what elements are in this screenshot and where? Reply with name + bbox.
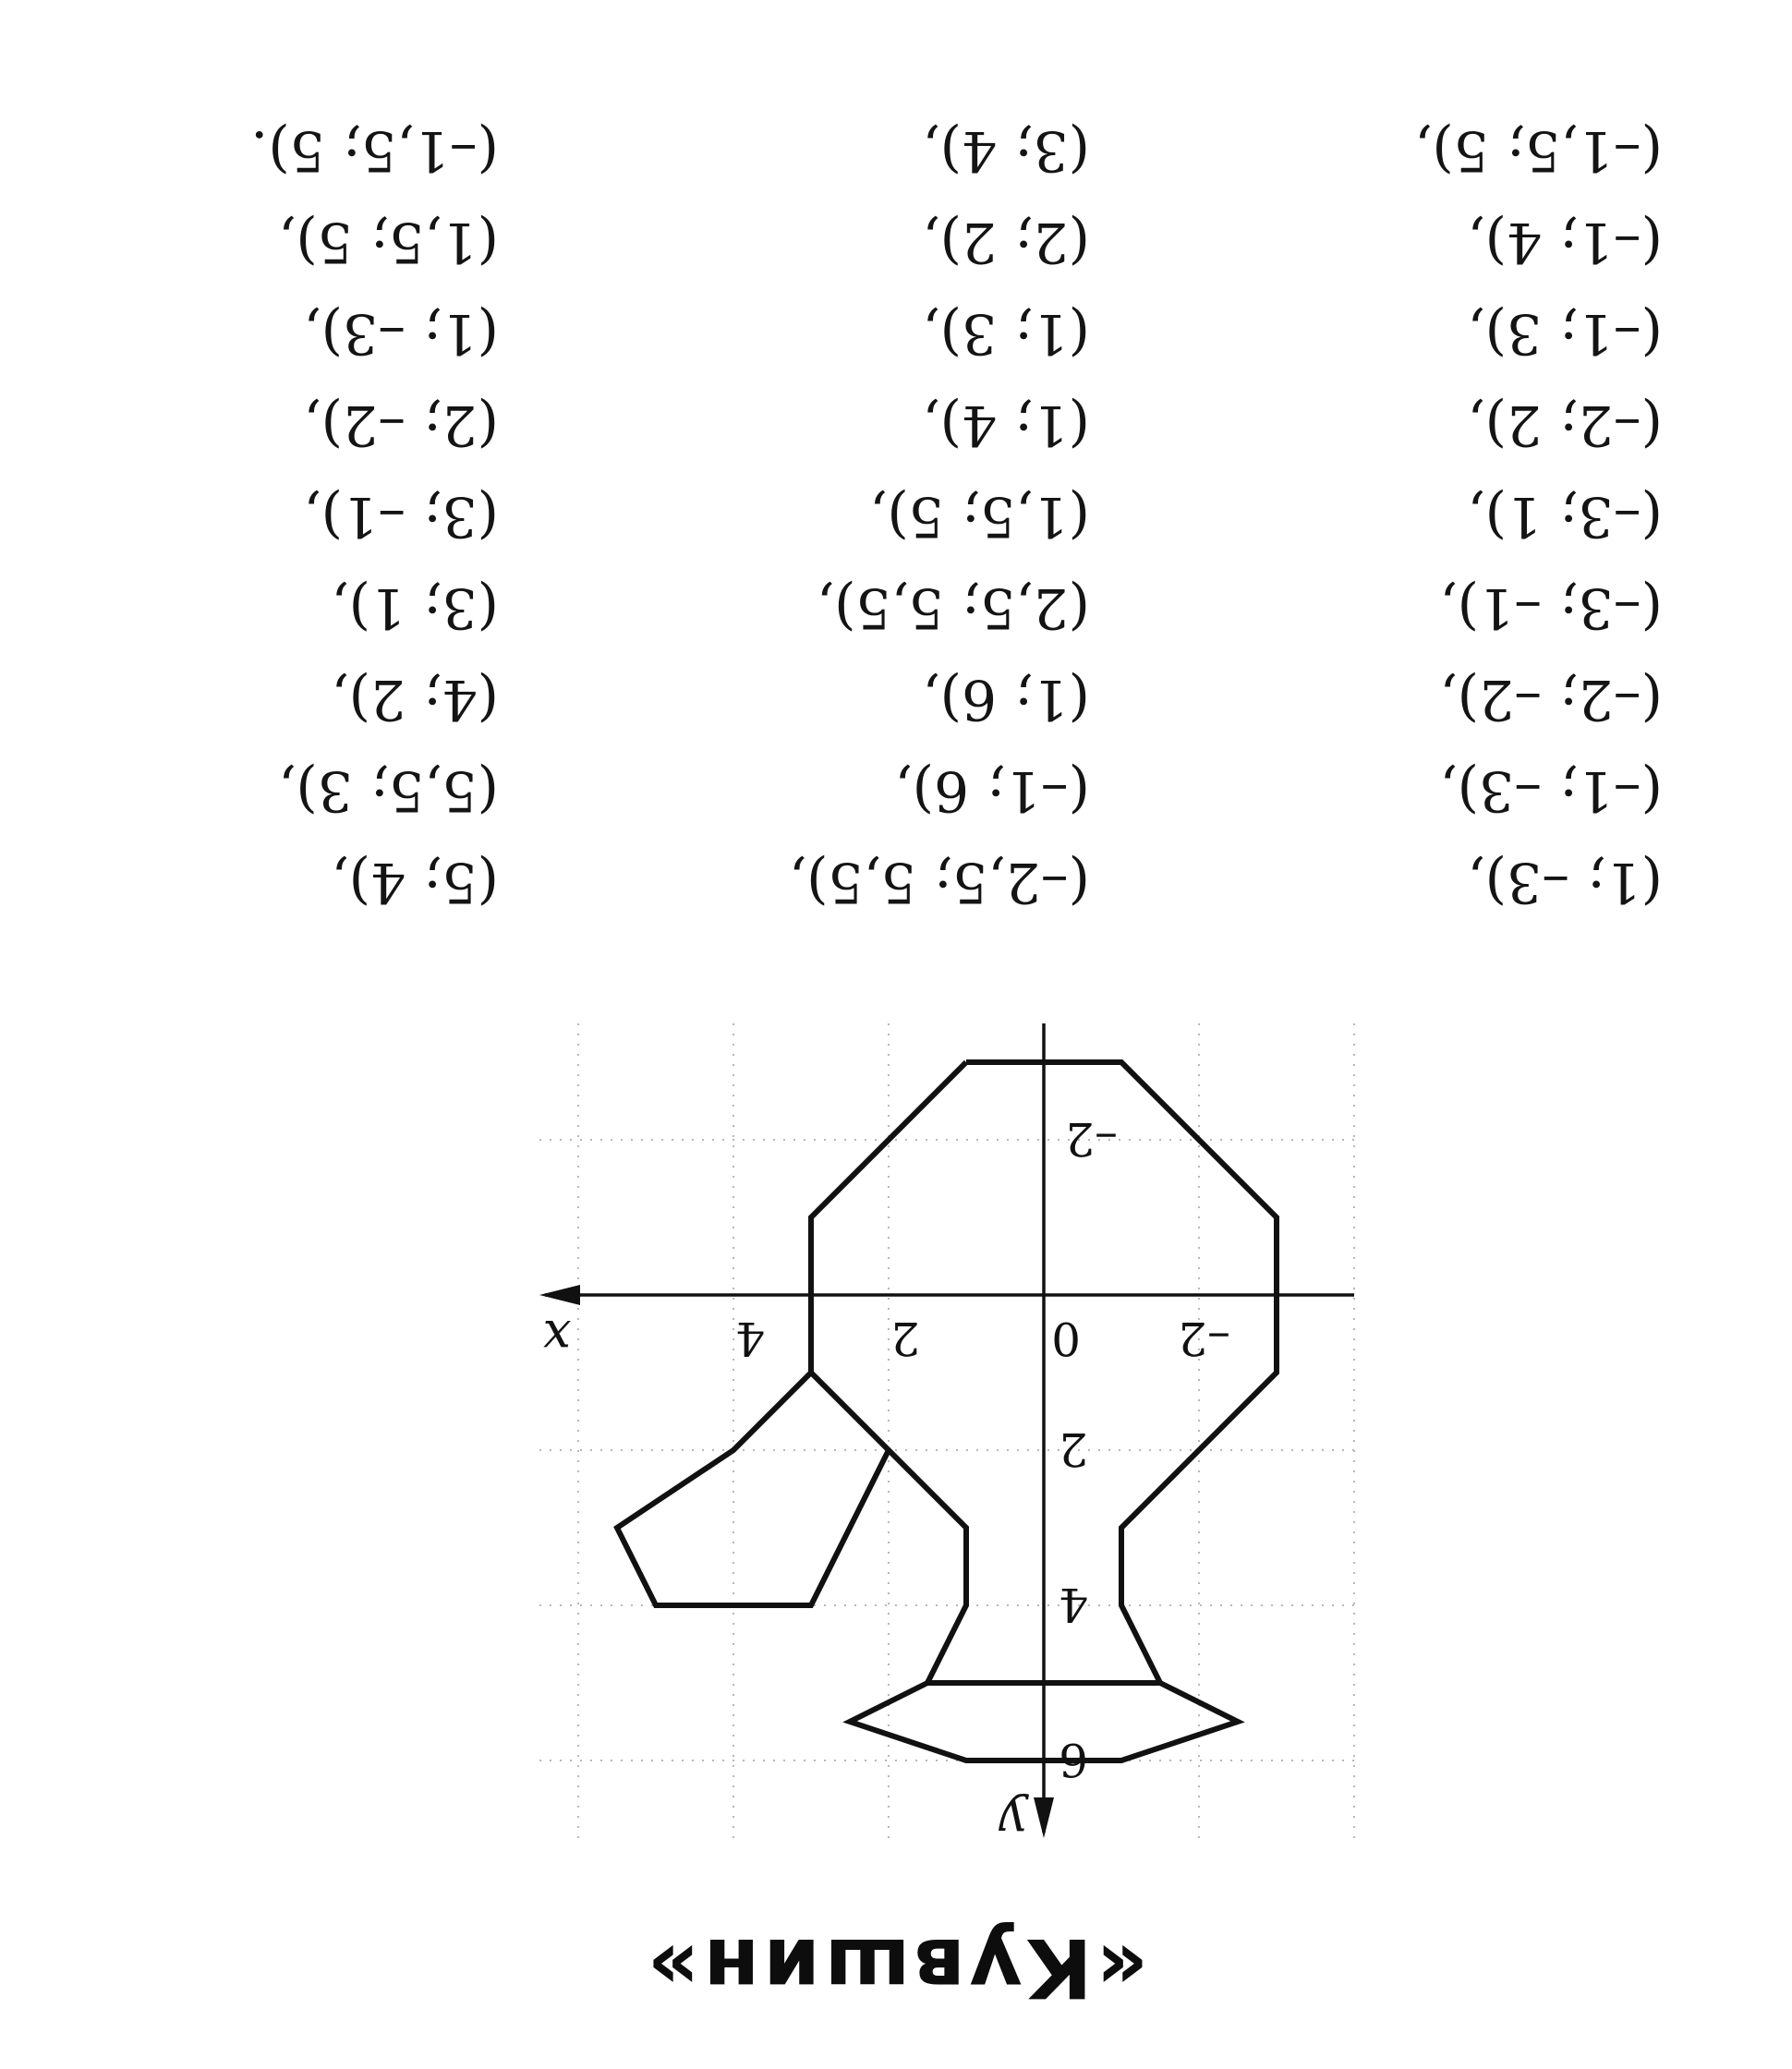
coordinate-pair: (–2; 2), xyxy=(1467,393,1663,457)
coordinate-pair: (–1; –3), xyxy=(1439,758,1663,823)
y-tick-label: 2 xyxy=(1059,1422,1088,1476)
coordinate-pair: (5; 4), xyxy=(331,850,499,914)
coordinate-pair: (1; –3), xyxy=(303,301,499,366)
coordinate-pair: (–1,5; 5). xyxy=(250,118,499,183)
y-axis-name: y xyxy=(999,1793,1027,1851)
jug-outline-segment xyxy=(811,1062,966,1683)
coordinate-pair: (–1; 4), xyxy=(1467,210,1663,274)
coordinate-pair: (2,5; 5,5), xyxy=(816,575,1090,640)
x-tick-label: –2 xyxy=(1178,1312,1230,1365)
coordinate-pair: (1; 4), xyxy=(922,393,1090,457)
y-axis-arrow-icon xyxy=(1034,1797,1054,1838)
title: «Кувшин» xyxy=(643,1920,1149,2015)
coordinate-pair: (4; 2), xyxy=(331,667,499,732)
coordinate-pair: (–1,5; 5), xyxy=(1414,118,1663,183)
coordinate-pair: (1,5; 5), xyxy=(869,484,1090,549)
coordinate-pair: (1; 6), xyxy=(922,667,1090,732)
y-tick-label: –2 xyxy=(1065,1112,1118,1166)
x-axis-name: x xyxy=(542,1309,571,1367)
coordinate-pair: (–3; 1), xyxy=(1467,484,1663,549)
coordinate-pair: (2; 2), xyxy=(922,210,1090,274)
x-tick-label: 0 xyxy=(1051,1312,1081,1365)
coordinate-pair: (1; –3), xyxy=(1467,850,1663,914)
y-tick-label: 4 xyxy=(1059,1578,1088,1631)
coordinate-pair: (2; –2), xyxy=(303,393,499,457)
x-tick-label: 2 xyxy=(890,1312,920,1365)
x-tick-label: 4 xyxy=(735,1312,765,1365)
coordinate-pair: (1,5; 5), xyxy=(278,210,499,274)
coordinate-pair: (–2; –2), xyxy=(1439,667,1663,732)
coordinate-pair: (–2,5; 5,5), xyxy=(788,850,1090,914)
coordinate-pair: (–1; 3), xyxy=(1467,301,1663,366)
y-tick-label: 6 xyxy=(1059,1733,1088,1786)
coordinate-pair: (–1; 6), xyxy=(894,758,1090,823)
coordinate-pair: (3; 4), xyxy=(922,118,1090,183)
coordinate-pair: (–3; –1), xyxy=(1439,575,1663,640)
jug-outline-segment xyxy=(966,1062,1277,1683)
coordinate-pair: (1; 3), xyxy=(922,301,1090,366)
coordinate-pair: (5,5; 3), xyxy=(278,758,499,823)
coordinate-pair: (3; 1), xyxy=(331,575,499,640)
x-axis-arrow-icon xyxy=(539,1285,580,1305)
coordinate-pair: (3; –1), xyxy=(303,484,499,549)
